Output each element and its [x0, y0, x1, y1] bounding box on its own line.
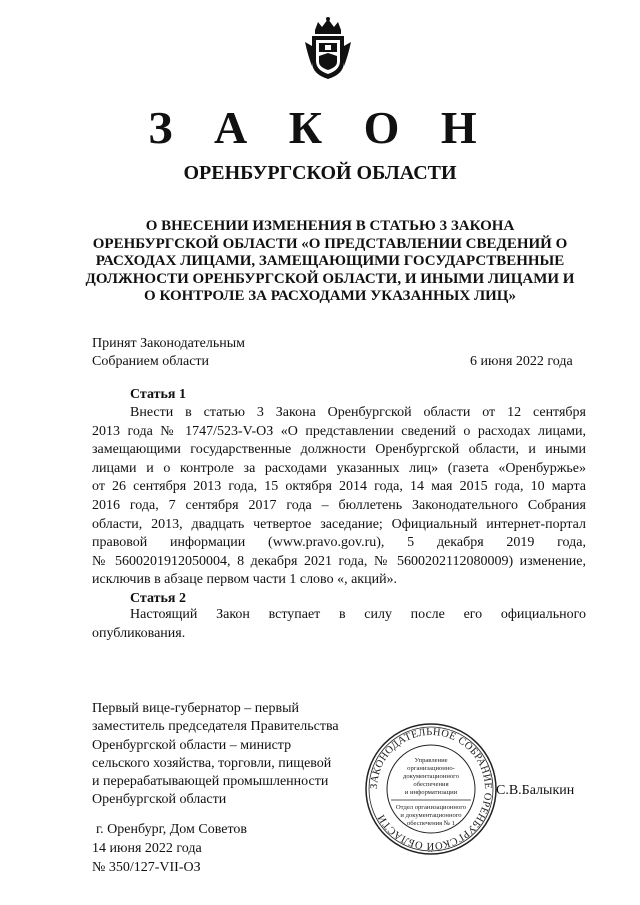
heading-line: ДОЛЖНОСТИ ОРЕНБУРГСКОЙ ОБЛАСТИ, И ИНЫМИ ЛИЦАМИ И: [85, 270, 575, 287]
footer-number: № 350/127-VII-ОЗ: [92, 860, 201, 875]
article-1-line: 2013 года № 1747/523-V-ОЗ «О представлении сведений о расходах лицами,: [92, 423, 586, 439]
signer-position: [92, 700, 339, 810]
signer-line: сельского хозяйства, торговли, пищевой: [92, 755, 332, 771]
article-1-title: Статья 1: [130, 387, 186, 402]
article-1-body: [92, 404, 586, 590]
stamp-line: организационно-: [407, 765, 455, 772]
adopted-line: Собранием области: [92, 354, 210, 369]
heading-line: О КОНТРОЛЕ ЗА РАСХОДАМИ УКАЗАННЫХ ЛИЦ»: [144, 288, 516, 304]
stamp-line: обеспечения: [413, 781, 449, 788]
coat-of-arms-icon: [303, 16, 353, 82]
signer-line: Оренбургской области: [92, 792, 227, 808]
heading-line: ОРЕНБУРГСКОЙ ОБЛАСТИ «О ПРЕДСТАВЛЕНИИ СВЕДЕНИЙ О: [92, 235, 568, 252]
article-1-line: 2016 года, 7 сентября 2017 года – бюллетень Законодательного Собрания: [92, 497, 586, 513]
stamp-line: Управление: [414, 757, 448, 764]
stamp-line: и информатизации: [404, 789, 458, 796]
article-2-line: Настоящий Закон вступает в силу после его официального: [130, 607, 586, 622]
article-1-line: Внести в статью 3 Закона Оренбургской области от 12 сентября: [130, 405, 586, 420]
signer-line: заместитель председателя Правительства: [92, 719, 339, 735]
stamp-line: документационного: [402, 773, 460, 780]
signer-line: Оренбургской области – министр: [92, 737, 292, 753]
adopted-date: 6 июня 2022 года: [470, 354, 573, 369]
region-title: ОРЕНБУРГСКОЙ ОБЛАСТИ: [183, 162, 457, 184]
stamp-ring-text: ЗАКОНОДАТЕЛЬНОЕ СОБРАНИЕ ОРЕНБУРГСКОЙ ОБЛАСТИ: [368, 726, 494, 852]
stamp-line: Отдел организационного: [395, 804, 467, 811]
signer-name: С.В.Балыкин: [496, 783, 575, 798]
footer-date: 14 июня 2022 года: [92, 841, 202, 856]
article-1-line: лицами и о контроле за расходами указанных лиц» (газета «Оренбуржье»: [92, 460, 586, 476]
heading-line: О ВНЕСЕНИИ ИЗМЕНЕНИЯ В СТАТЬЮ 3 ЗАКОНА: [145, 218, 515, 234]
signer-line: и перерабатывающей промышленности: [92, 774, 329, 790]
article-1-line: области, 2013, двадцать четвертое заседание; Официальный интернет-портал: [92, 516, 586, 532]
adopted-line: Принят Законодательным: [92, 336, 245, 351]
article-1-line: правовой информации (www.pravo.gov.ru), 5 декабря 2019 года,: [92, 535, 586, 551]
stamp-line: обеспечения № 1: [406, 820, 456, 827]
article-1-line: от 26 сентября 2013 года, 15 октября 2014 года, 14 мая 2015 года, 10 марта: [92, 479, 586, 495]
official-stamp: [364, 722, 498, 856]
signer-line: Первый вице-губернатор – первый: [92, 701, 300, 716]
heading-line: РАСХОДАХ ЛИЦАМИ, ЗАМЕЩАЮЩИМИ ГОСУДАРСТВЕННЫЕ: [95, 253, 565, 269]
law-heading: [80, 218, 580, 306]
stamp-line: и документационного: [400, 812, 462, 819]
article-2-body: [92, 606, 586, 643]
footer-place: г. Оренбург, Дом Советов: [96, 822, 247, 837]
article-2-title: Статья 2: [130, 591, 186, 606]
adopted-by: [92, 335, 245, 371]
document-title: З А К О Н: [148, 102, 492, 153]
document-footer: [92, 820, 247, 877]
article-1-line: замещающими государственные должности Оренбургской области, и иными: [92, 442, 586, 458]
article-2-line: опубликования.: [92, 625, 186, 641]
article-1-line: исключив в абзаце первом части 1 слово «, акций».: [92, 572, 398, 588]
article-1-line: № 5600201912050004, 8 декабря 2021 года, № 5600202112080009) изменение,: [92, 553, 586, 569]
